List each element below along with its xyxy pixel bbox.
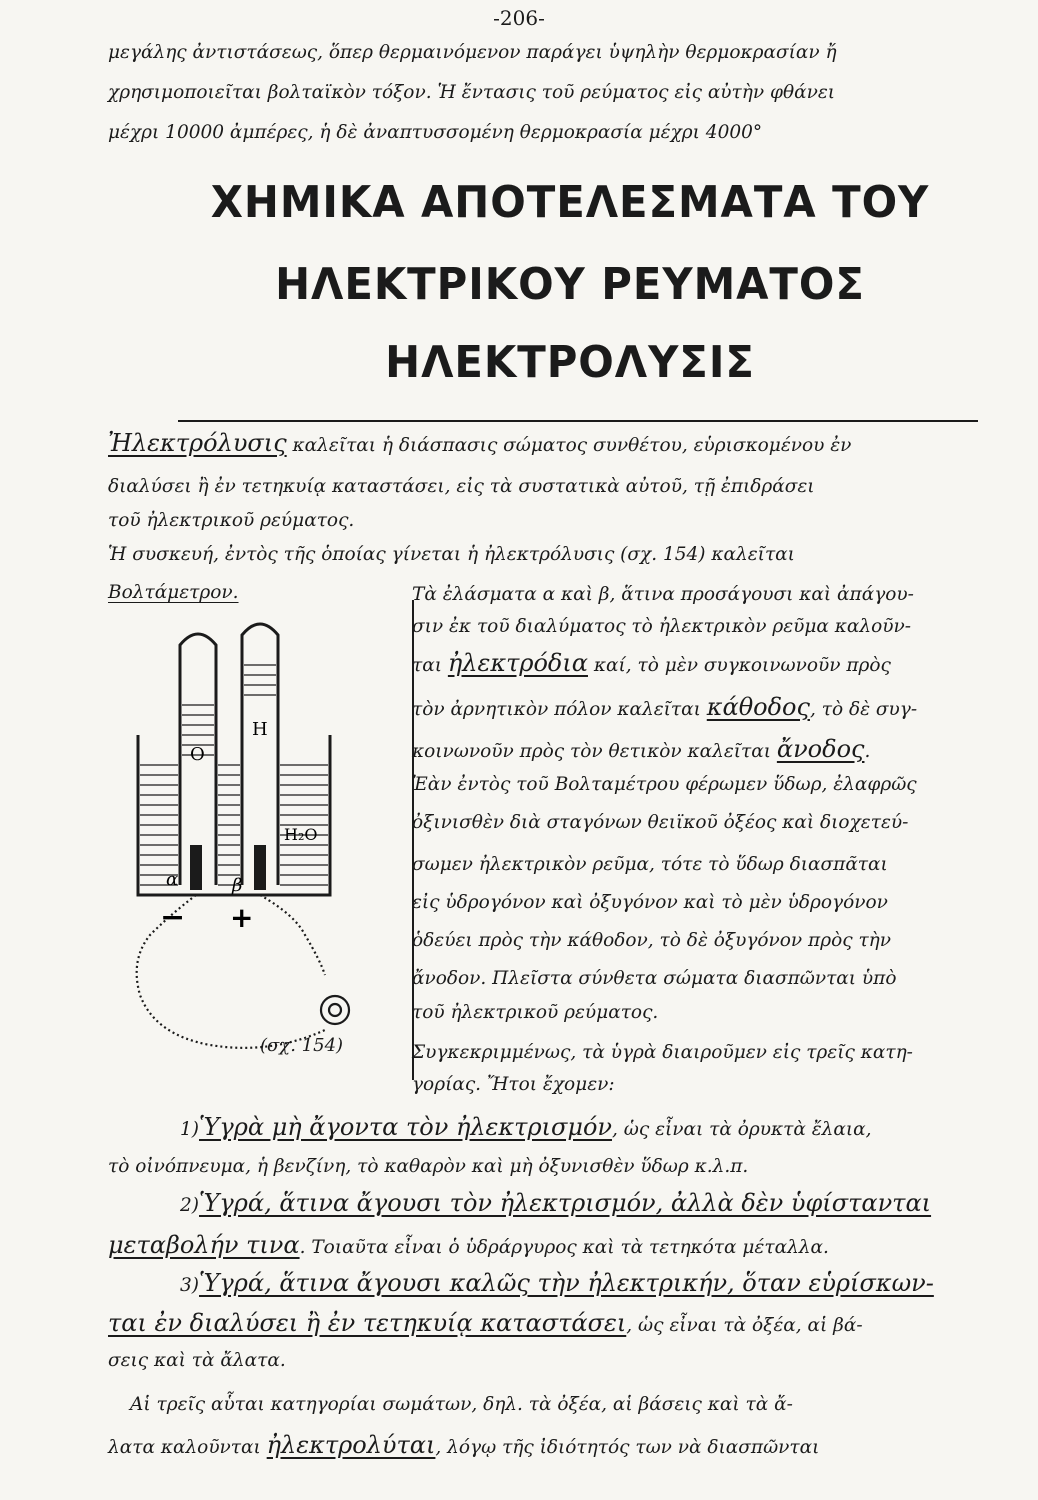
definition-rest: καλεῖται ἡ διάσπασις σώματος συνθέτου, εὑρισκομένου ἐν (286, 435, 852, 456)
category-2-line-1 (180, 1190, 1020, 1219)
category-1-rest: , ὡς εἶναι τὰ ὀρυκτὰ ἔλαια, (611, 1119, 872, 1140)
column-line-6: εἰς ὑδρογόνον καὶ ὀξυγόνον καὶ τὸ μὲν ὑδρογόνον (412, 892, 888, 913)
category-3-number: 3) (180, 1275, 199, 1296)
column-line-anode (412, 736, 1012, 765)
category-2-term-2: μεταβολήν τινα (108, 1231, 300, 1259)
column-line-7: ὁδεύει πρὸς τὴν κάθοδον, τὸ δὲ ὀξυγόνον πρὸς τὴν (412, 930, 892, 951)
category-3-line-3: σεις καὶ τὰ ἄλατα. (108, 1350, 286, 1371)
column-line-cathode (412, 694, 1012, 723)
label-electrode-b: β (232, 875, 243, 896)
category-2-line-2 (108, 1232, 1018, 1261)
anode-post: . (864, 741, 871, 762)
figure-caption: (σχ. 154) (260, 1035, 344, 1056)
term-anode: ἄνοδος (776, 735, 865, 763)
category-3-rest: , ὡς εἶναι τὰ ὀξέα, αἱ βά- (626, 1315, 863, 1336)
intro-line-3: μέχρι 10000 ἀμπέρες, ἡ δὲ ἀναπτυσσομένη θερμοκρασία μέχρι 4000° (108, 122, 763, 143)
term-cathode: κάθοδος (706, 693, 810, 721)
label-minus: − (160, 900, 186, 935)
category-1-term: Ὑγρὰ μὴ ἄγοντα τὸν ἠλεκτρισμόν (199, 1113, 612, 1141)
closing-line-2 (108, 1432, 1018, 1461)
term-electrodes: ἠλεκτρόδια (447, 649, 588, 677)
section-title-line-1: ΧΗΜΙΚΑ ΑΠΟΤΕΛΕΣΜΑΤΑ ΤΟΥ (210, 177, 930, 228)
column-line-11: γορίας. Ἤτοι ἔχομεν: (412, 1074, 615, 1095)
closing-line-1: Αἱ τρεῖς αὗται κατηγορίαι σωμάτων, δηλ. τὰ ὀξέα, αἱ βάσεις καὶ τὰ ἄ- (130, 1394, 793, 1415)
voltameter-figure (120, 615, 410, 1075)
column-line-9: τοῦ ἠλεκτρικοῦ ρεύματος. (412, 1002, 659, 1023)
term-electrolysis: Ἠλεκτρόλυσις (108, 429, 287, 457)
definition-line-3: τοῦ ἠλεκτρικοῦ ρεύματος. (108, 510, 355, 531)
category-2-term-1: Ὑγρά, ἅτινα ἄγουσι τὸν ἠλεκτρισμόν, ἀλλὰ δὲν ὑφίστανται (199, 1189, 932, 1217)
category-3-line-2 (108, 1310, 1018, 1339)
category-3-line-1 (180, 1270, 1020, 1299)
label-oxygen: O (190, 744, 205, 765)
column-line-3: Ἐὰν ἐντὸς τοῦ Βολταμέτρου φέρωμεν ὕδωρ, ἐλαφρῶς (412, 774, 917, 795)
column-line-1: Τὰ ἐλάσματα α καὶ β, ἅτινα προσάγουσι καὶ ἀπάγου- (412, 584, 914, 605)
column-line-electrodes (412, 650, 1012, 679)
cathode-pre: τὸν ἀρνητικὸν πόλον καλεῖται (412, 699, 707, 720)
cathode-post: , τὸ δὲ συγ- (809, 699, 918, 720)
label-hydrogen: H (252, 719, 268, 740)
title-divider (178, 420, 978, 422)
voltameter-line: Ἡ συσκευή, ἐντὸς τῆς ὁποίας γίνεται ἡ ἠλεκτρόλυσις (σχ. 154) καλεῖται (108, 544, 795, 565)
definition-line-1 (108, 430, 1018, 459)
category-3-term-1: Ὑγρά, ἅτινα ἄγουσι καλῶς τὴν ἠλεκτρικήν, ὅταν εὑρίσκων- (199, 1269, 934, 1297)
page-number: -206- (493, 6, 545, 30)
term-voltameter: Βολτάμετρον. (108, 582, 239, 603)
electrodes-post: καί, τὸ μὲν συγκοινωνοῦν πρὸς (587, 655, 891, 676)
category-1-line-2: τὸ οἰνόπνευμα, ἡ βενζίνη, τὸ καθαρὸν καὶ μὴ ὀξυνισθὲν ὕδωρ κ.λ.π. (108, 1156, 749, 1177)
column-line-4: ὀξινισθὲν διὰ σταγόνων θειϊκοῦ ὀξέος καὶ διοχετεύ- (412, 812, 909, 833)
closing-pre: λατα καλοῦνται (108, 1437, 267, 1458)
electrodes-pre: ται (412, 655, 448, 676)
section-title-line-3: ΗΛΕΚΤΡΟΛΥΣΙΣ (385, 337, 755, 388)
column-line-8: ἄνοδον. Πλεῖστα σύνθετα σώματα διασπῶνται ὑπὸ (412, 968, 897, 989)
category-2-number: 2) (180, 1195, 199, 1216)
column-line-10: Συγκεκριμμένως, τὰ ὑγρὰ διαιροῦμεν εἰς τρεῖς κατη- (412, 1042, 913, 1063)
anode-pre: κοινωνοῦν πρὸς τὸν θετικὸν καλεῖται (412, 741, 777, 762)
category-2-rest: . Τοιαῦτα εἶναι ὁ ὑδράργυρος καὶ τὰ τετηκότα μέταλλα. (299, 1237, 829, 1258)
label-plus: + (230, 901, 254, 934)
category-1-line-1 (180, 1114, 1020, 1143)
term-electrolytes: ἠλεκτρολύται (266, 1431, 436, 1459)
definition-line-2: διαλύσει ἢ ἐν τετηκυίᾳ καταστάσει, εἰς τὰ συστατικὰ αὐτοῦ, τῇ ἐπιδράσει (108, 476, 815, 497)
column-line-5: σωμεν ἠλεκτρικὸν ρεῦμα, τότε τὸ ὕδωρ διασπᾶται (412, 854, 888, 875)
category-3-term-2: ται ἐν διαλύσει ἢ ἐν τετηκυίᾳ καταστάσει (108, 1309, 627, 1337)
intro-line-2: χρησιμοποιεῖται βολταϊκὸν τόξον. Ἡ ἔντασις τοῦ ρεύματος εἰς αὐτὴν φθάνει (108, 82, 836, 103)
label-electrode-a: α (166, 869, 179, 890)
intro-line-1: μεγάλης ἀντιστάσεως, ὅπερ θερμαινόμενον παράγει ὑψηλὴν θερμοκρασίαν ἤ (108, 42, 837, 63)
closing-post: , λόγῳ τῆς ἰδιότητός των νὰ διασπῶνται (435, 1437, 820, 1458)
label-water: H₂O (284, 825, 318, 844)
column-line-2: σιν ἐκ τοῦ διαλύματος τὸ ἠλεκτρικὸν ρεῦμα καλοῦν- (412, 616, 911, 637)
section-title-line-2: ΗΛΕΚΤΡΙΚΟΥ ΡΕΥΜΑΤΟΣ (275, 259, 865, 310)
category-1-number: 1) (180, 1119, 199, 1140)
